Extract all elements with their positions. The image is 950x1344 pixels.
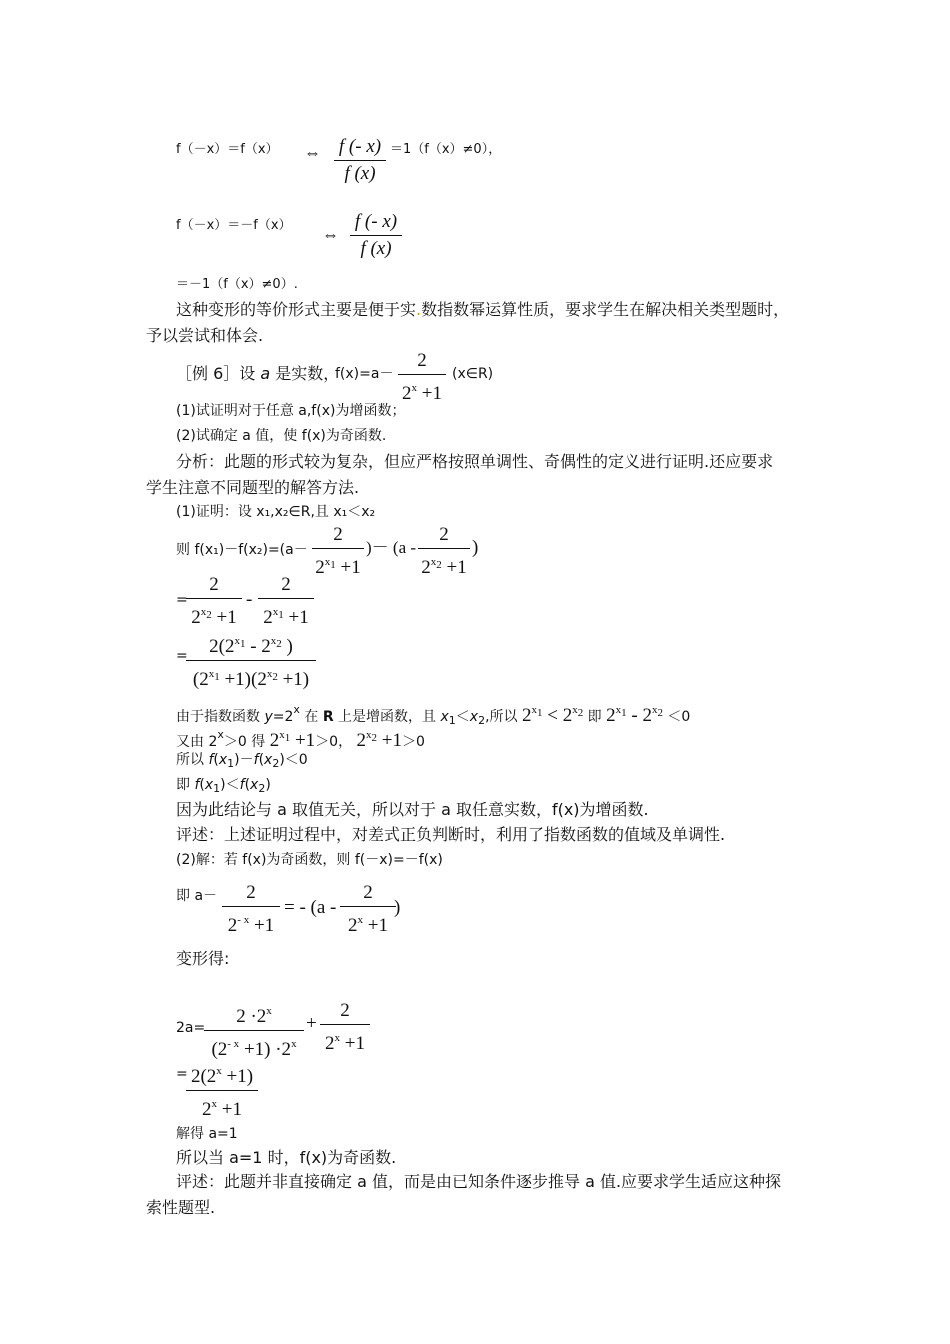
example-fx: f(x)=a－ [335, 366, 394, 382]
final-lead: = [176, 1066, 188, 1082]
because-line: 因为此结论与 a 取值无关，所以对于 a 取任意实数，f(x)为增函数. [176, 800, 649, 819]
eq2-lhs: f（－x）＝－f（x） [176, 218, 292, 233]
since-line-2: 又由 $2^x>0$ 得 $2^{x_1} +1>0$， $2^{x_2} +1>0$ [176, 728, 425, 751]
eq2-fraction [350, 211, 402, 260]
eq1-rhs: ＝1（f（x）≠0）， [390, 142, 502, 157]
question-2: (2)试确定 a 值，使 f(x)为奇函数. [176, 428, 387, 444]
odd-line-frac1: 2 $2^{- x} +1$ [222, 882, 280, 937]
two-a-lead: 2a= [176, 1020, 206, 1036]
iff-symbol-2: ⇔ [322, 225, 339, 244]
solution-2: (2)解：若 f(x)为奇函数，则 f(－x)=－f(x) [176, 852, 443, 868]
proof-line3-lead: = [176, 648, 188, 664]
proof-line1-frac2: 2 $2^{x_2} +1$ [418, 524, 470, 579]
solve-line: 解得 a=1 [176, 1126, 238, 1142]
proof-line2-frac2: 2 $2^{x_1} +1$ [258, 574, 314, 629]
eq1-numerator: f (- x) [338, 136, 382, 157]
example-fraction [398, 350, 446, 405]
odd-line-lead: 即 a－ [176, 888, 218, 904]
question-1: (1)试证明对于任意 a,f(x)为增函数； [176, 403, 406, 419]
proof-line1-tail: ) [472, 537, 479, 558]
so-line-2: 即 $f(x_1)<f(x_2)$ [176, 777, 271, 795]
paragraph-1: 这种变形的等价形式主要是便于实.数指数幂运算性质，要求学生在解决相关类型题时， [176, 300, 790, 319]
so-line-3: 所以当 a=1 时，f(x)为奇函数. [176, 1148, 397, 1167]
proof-line1-lead: 则 f(x₁)－f(x₂)=(a－ [176, 542, 308, 558]
proof-line2-minus: - [246, 589, 253, 610]
odd-line-mid: = - (a - [284, 897, 337, 918]
odd-line-frac2: 2 $2^x +1$ [340, 882, 396, 937]
comment-2-line-2: 索性题型. [146, 1198, 216, 1217]
since-line-1: 由于指数函数 $y=2^x$ 在 R 上是增函数，且 $x_1<x_2$,所以 $2^{x_1} < 2^{x_2}$ 即 $2^{x_1} - 2^{x_2} <0$ [176, 703, 691, 727]
comment-1: 评述：上述证明过程中，对差式正负判断时，利用了指数函数的值域及单调性. [176, 825, 726, 844]
odd-line-tail: ) [394, 897, 401, 918]
two-a-frac2: 2 $2^x +1$ [320, 1000, 370, 1055]
proof-head: (1)证明：设 x₁,x₂∈R,且 x₁＜x₂ [176, 504, 376, 520]
eq1-denominator: f (x) [344, 163, 376, 184]
two-a-plus: + [306, 1013, 317, 1034]
eq1-lhs: f（－x）＝f（x） [176, 142, 279, 157]
proof-line2-lead: = [176, 592, 188, 608]
eq2-rhs: ＝－1（f（x）≠0）. [176, 277, 298, 292]
example-frac-den: $2^x +1$ [402, 382, 442, 404]
analysis-line-2: 学生注意不同题型的解答方法. [146, 478, 360, 497]
eq2-denominator: f (x) [360, 238, 392, 259]
proof-line2-frac1: 2 $2^{x_2} +1$ [186, 574, 242, 629]
example-label: ［例 6］设 a 是实数， [176, 364, 340, 383]
eq1-fraction [334, 136, 386, 185]
so-line-1: 所以 $f(x_1)-f(x_2)<0$ [176, 752, 308, 770]
proof-line3-frac: $2(2^{x_1} - 2^{x_2}$ ) $(2^{x_1} +1)(2^{x_2} +1)$ [186, 630, 316, 691]
two-a-frac1: $2 \cdot 2^x$ $(2^{- x} +1) \cdot 2^x$ [204, 1000, 304, 1061]
proof-line1-frac1: 2 $2^{x_1} +1$ [312, 524, 364, 579]
proof-line1-mid: )－ (a - [366, 538, 417, 557]
comment-2-line-1: 评述：此题并非直接确定 a 值，而是由已知条件逐步推导 a 值.应要求学生适应这种探 [176, 1172, 782, 1191]
analysis-line-1: 分析：此题的形式较为复杂，但应严格按照单调性、奇偶性的定义进行证明.还应要求 [176, 452, 774, 471]
iff-symbol: ⇔ [304, 143, 321, 162]
paragraph-1-cont: 予以尝试和体会. [146, 326, 264, 345]
example-frac-num: 2 [417, 350, 427, 371]
eq2-numerator: f (- x) [354, 211, 398, 232]
example-domain: (x∈R) [452, 366, 494, 382]
transform-label: 变形得: [176, 949, 230, 968]
final-frac: $2(2^x +1)$ $2^x +1$ [186, 1060, 258, 1121]
